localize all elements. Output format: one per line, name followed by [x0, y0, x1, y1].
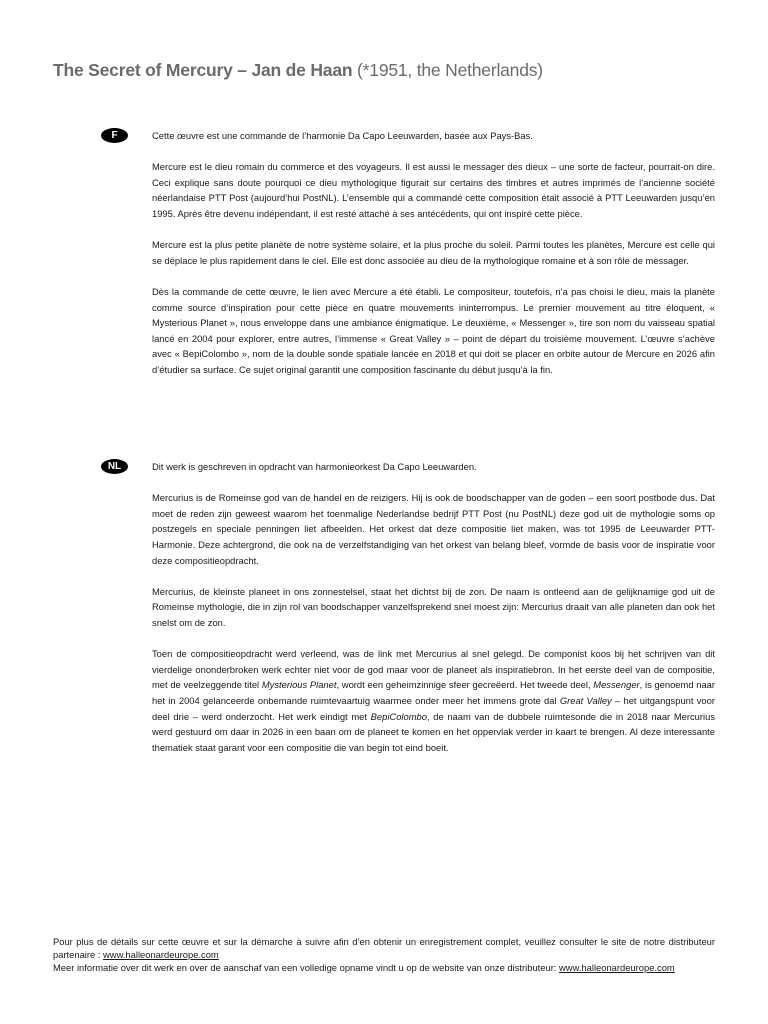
paragraph: Dès la commande de cette œuvre, le lien avec Mercure a été établi. Le compositeur, toutefois, n’a pas choisi le dieu, mais la planète comme source d’inspiration pour cette pièce en quatre mouvements ininterrompus. Le premier mouvement au titre éloquent, « Mysterious Planet », nous enveloppe dans une ambiance énigmatique. Le deuxième, « Messenger », tire son nom du vaisseau spatial lancé en 2004 pour explorer, entre autres, l’immense « Great Valley » – point de départ du troisième mouvement. L’œuvre s’achève avec « BepiColombo », nom de la double sonde spatiale lancée en 2018 et qui doit se placer en orbite autour de Mercure en 2026 afin d’étudier sa surface. Ce sujet original garantit une composition fascinante du début jusqu’à la fin. [152, 285, 715, 375]
paragraph: Mercure est la plus petite planète de notre système solaire, et la plus proche du soleil. Parmi toutes les planètes, Mercure est celle qui se déplace le plus rapidement dans le ciel. Elle est donc associée au dieu de la mythologique romaine et à son rôle de messager. [152, 239, 715, 266]
title-main: The Secret of Mercury – Jan de Haan [53, 60, 353, 80]
distributor-link[interactable]: www.halleonardeurope.com [559, 962, 675, 973]
paragraph: Dit werk is geschreven in opdracht van harmonieorkest Da Capo Leeuwarden. [152, 461, 477, 472]
title-italic: Messenger [593, 679, 640, 691]
text: Toen de compositieopdracht werd verleend, was de link met Mercurius al snel gelegd. De componist koos bij het schrijven van dit vierdelige ononderbroken werk echter niet voor de god maar voor de planeet als inspiratiebron. In het eerste deel van de compositie, met de veelzeggende titel [152, 648, 715, 691]
title-italic: Great Valley [559, 694, 612, 706]
language-badge-nl: NL [101, 459, 128, 474]
title-sub: (*1951, the Netherlands) [357, 60, 543, 80]
footer-nl [53, 961, 715, 974]
dutch-section [107, 459, 716, 771]
text: , is genoemd naar het in 2004 gelanceerde onbemande ruimtevaartuig waarmee onder meer het immens grote dal [152, 679, 716, 706]
text: , wordt een geheimzinnige sfeer gecreëerd. Het tweede deel, [336, 679, 594, 691]
footer-fr [53, 935, 715, 961]
paragraph: Mercurius, de kleinste planeet in ons zonnestelsel, staat het dichtst bij de zon. De naam is ontleend aan de gelijknamige god uit de Romeinse mythologie, die in zijn rol van boodschapper vanzelfsprekend snel moest zijn: Mercurius draait van alle planeten dan ook het snelst om de zon. [152, 585, 715, 628]
paragraph: Mercure est le dieu romain du commerce et des voyageurs. Il est aussi le messager des dieux – une sorte de facteur, pourrait-on dire. Ceci explique sans doute pourquoi ce dieu mythologique figurait sur certains des timbres et autres imprimés de l’ancienne société néerlandaise PTT Post (aujourd’hui PostNL). L’ensemble qui a commandé cette composition était associé à PTT Leeuwarden jusqu’en 1995. Après être devenu indépendant, il est resté attaché à ses antécédents, qui ont inspiré cette pièce. [152, 161, 715, 219]
text: , de naam van de dubbele ruimtesonde die in 2018 naar Mercurius werd gestuurd om daar in 2026 in een baan om de planeet te komen en het oppervlak verder in kaart te brengen. Al deze interessante thematiek staat garant voor een compositie die van begin tot eind boeit. [152, 710, 716, 753]
paragraph: Mercurius is de Romeinse god van de handel en de reizigers. Hij is ook de boodschapper van de goden – een soort postbode dus. Dat moet de reden zijn geweest waarom het toenmalige Nederlandse bedrijf PTT Post (nu PostNL) deze god uit de mythologie soms op postzegels en speciale penningen liet afbeelden. Het orkest dat deze compositie liet maken, was tot 1995 de Leeuwarder PTT-Harmonie. Deze achtergrond, die ook na de verzelfstandiging van het orkest van belang bleef, vormde de basis voor de inspiratie voor deze compositieopdracht. [152, 492, 715, 566]
french-section [111, 128, 715, 393]
paragraph [152, 646, 715, 755]
title-italic: Mysterious Planet [261, 679, 337, 691]
distributor-link[interactable]: www.halleonardeurope.com [103, 949, 219, 960]
language-badge-fr: F [101, 128, 128, 143]
footer [53, 935, 715, 974]
paragraph: Cette œuvre est une commande de l’harmonie Da Capo Leeuwarden, basée aux Pays-Bas. [152, 130, 533, 141]
page-title [53, 60, 543, 81]
footer-text: Pour plus de détails sur cette œuvre et sur la démarche à suivre afin d’en obtenir un enregistrement complet, veuillez consulter le site de notre distributeur partenaire : [53, 936, 715, 960]
text: – het uitgangspunt voor deel drie – werd onderzocht. Het werk eindigt met [152, 694, 715, 722]
title-italic: BepiColombo [370, 710, 427, 722]
footer-text: Meer informatie over dit werk en over de aanschaf van een volledige opname vindt u op de website van onze distributeur: [53, 962, 560, 973]
